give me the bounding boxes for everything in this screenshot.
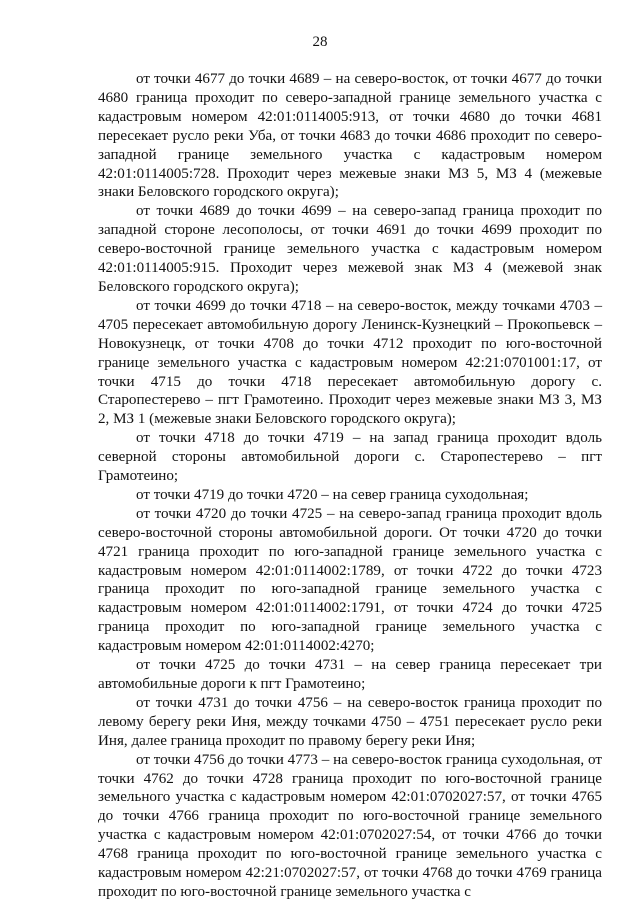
- paragraph: от точки 4689 до точки 4699 – на северо-запад граница проходит по западной стороне лесополосы, от точки 4691 до точки 4699 проходит по северо-восточной границе земельного участка с кадастровым номером 42:01:0114005:915. Проходит через межевой знак МЗ 4 (межевой знак Беловского городского округа);: [98, 203, 602, 295]
- paragraph: от точки 4718 до точки 4719 – на запад граница проходит вдоль северной стороны автомобильной дороги с. Старопестерево – пгт Грамотеино;: [98, 430, 602, 485]
- paragraph: от точки 4731 до точки 4756 – на северо-восток граница проходит по левому берегу реки Иня, между точками 4750 – 4751 пересекает русло реки Иня, далее граница проходит по правому берегу реки Иня;: [98, 694, 602, 749]
- paragraph: от точки 4677 до точки 4689 – на северо-восток, от точки 4677 до точки 4680 граница проходит по северо-западной границе земельного участка с кадастровым номером 42:01:0114005:913, от точки 4680 до точки 4681 пересекает русло реки Уба, от точки 4683 до точки 4686 проходит по северо-западной границе земельного участка с кадастровым номером 42:01:0114005:728. Проходит через межевые знаки МЗ 5, МЗ 4 (межевые знаки Беловского городского округа);: [98, 71, 602, 201]
- paragraph: от точки 4756 до точки 4773 – на северо-восток граница суходольная, от точки 4762 до точки 4728 граница проходит по юго-восточной границе земельного участка с кадастровым номером 42:01:0702027:57, от точки 4765 до точки 4766 граница проходит по юго-восточной границе земельного участка с кадастровым номером 42:01:0702027:54, от точки 4766 до точки 4768 граница проходит по юго-восточной границе земельного участка с кадастровым номером 42:21:0702027:57, от точки 4768 до точки 4769 граница проходит по юго-восточной границе земельного участка с: [98, 751, 602, 900]
- page-number: 28: [312, 34, 328, 50]
- paragraph: от точки 4725 до точки 4731 – на север граница пересекает три автомобильные дороги к пгт Грамотеино;: [98, 657, 602, 692]
- document-body: [98, 70, 602, 902]
- paragraph: от точки 4699 до точки 4718 – на северо-восток, между точками 4703 – 4705 пересекает автомобильную дорогу Ленинск-Кузнецкий – Прокопьевск – Новокузнецк, от точки 4708 до точки 4712 проходит по юго-восточной границе земельного участка с кадастровым номером 42:21:0701001:17, от точки 4715 до точки 4718 пересекает автомобильную дорогу с. Старопестерево – пгт Грамотеино. Проходит через межевые знаки МЗ 3, МЗ 2, МЗ 1 (межевые знаки Беловского городского округа);: [98, 297, 602, 428]
- paragraph: от точки 4719 до точки 4720 – на север граница суходольная;: [136, 486, 529, 503]
- paragraph: от точки 4720 до точки 4725 – на северо-запад граница проходит вдоль северо-восточной стороны автомобильной дороги. От точки 4720 до точки 4721 граница проходит по юго-западной границе земельного участка с кадастровым номером 42:01:0114002:1789, от точки 4722 до точки 4723 граница проходит по юго-западной границе земельного участка с кадастровым номером 42:01:0114002:1791, от точки 4724 до точки 4725 граница проходит по юго-западной границе земельного участка с кадастровым номером 42:01:0114002:4270;: [98, 505, 602, 655]
